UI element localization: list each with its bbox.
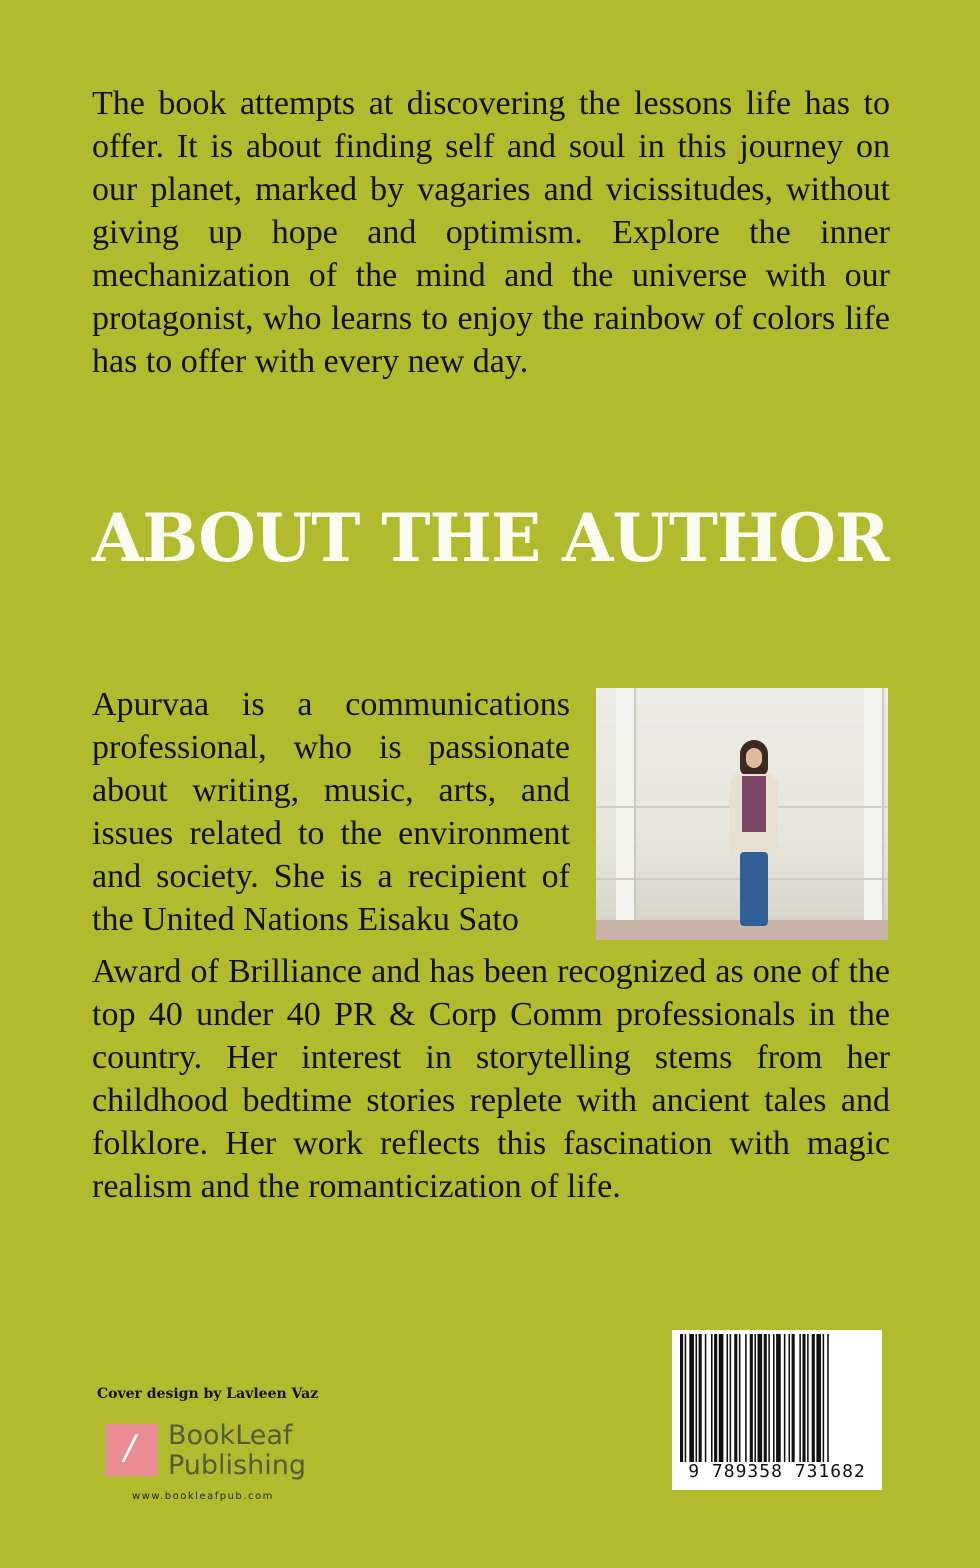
- barcode-bar: [730, 1334, 732, 1462]
- publisher-name-line-1: BookLeaf: [168, 1420, 293, 1451]
- barcode-bar: [685, 1334, 687, 1462]
- barcode-bar: [784, 1334, 786, 1462]
- barcode-bar: [739, 1334, 741, 1462]
- barcode-bar: [734, 1334, 737, 1462]
- book-blurb: The book attempts at discovering the lessons life has to offer. It is about finding self and soul in this journey on our planet, marked by vagaries and vicissitudes, without giving up hope and optimism. Explore the inner mechanization of the mind and the universe with our protagonist, who learns to enjoy the rainbow of colors life has to offer with every new day.: [92, 85, 890, 380]
- publisher-name: [168, 1421, 306, 1481]
- barcode-bar: [823, 1334, 825, 1462]
- author-bio-part-2: Award of Brilliance and has been recognized as one of the top 40 under 40 PR & Corp Comm professionals in the country. Her interest in storytelling stems from her childhood bedtime stories replete with ancient tales and folklore. Her work reflects this fascination with magic realism and the romanticization of life.: [92, 953, 890, 1205]
- about-author-heading: ABOUT THE AUTHOR: [92, 499, 889, 577]
- barcode-bar: [696, 1334, 698, 1462]
- barcode-bar: [792, 1334, 795, 1462]
- barcode-bar: [745, 1334, 747, 1462]
- barcode-bar: [776, 1334, 781, 1462]
- barcode-bar: [773, 1334, 775, 1462]
- publisher-website: www.bookleafpub.com: [132, 1491, 274, 1502]
- barcode-bar: [754, 1334, 756, 1462]
- barcode-bar: [680, 1334, 683, 1462]
- barcode-bar: [764, 1334, 767, 1462]
- figure-face: [746, 748, 762, 768]
- barcode-bar: [789, 1334, 791, 1462]
- barcode-bar: [750, 1334, 753, 1462]
- barcode-bar: [689, 1334, 694, 1462]
- barcode-bar: [816, 1334, 821, 1462]
- barcode-bars: [680, 1334, 874, 1462]
- barcode-bar: [807, 1334, 809, 1462]
- isbn-number: 9 789358 731682: [688, 1461, 866, 1482]
- barcode-bar: [802, 1334, 805, 1462]
- figure-jeans: [740, 852, 768, 926]
- isbn-barcode: [672, 1330, 882, 1490]
- author-photo: [596, 688, 888, 940]
- barcode-bar: [799, 1334, 801, 1462]
- barcode-bar: [727, 1334, 729, 1462]
- barcode-bar: [827, 1334, 829, 1462]
- figure-top: [742, 776, 766, 832]
- author-figure: [724, 740, 784, 932]
- publisher-logo: [106, 1420, 306, 1481]
- barcode-bar: [812, 1334, 815, 1462]
- barcode-bar: [758, 1334, 763, 1462]
- barcode-bar: [711, 1334, 713, 1462]
- photo-column: [864, 688, 884, 940]
- publisher-logo-mark: /: [106, 1424, 158, 1476]
- barcode-bar: [768, 1334, 770, 1462]
- barcode-bar: [705, 1334, 707, 1462]
- author-bio-part-1: Apurvaa is a communications professional, who is passionate about writing, music, arts, and issues related to the environment and society. She is a recipient of the United Nations Eisaku Sato: [92, 686, 570, 938]
- barcode-bar: [699, 1334, 702, 1462]
- barcode-bar: [714, 1334, 717, 1462]
- photo-column: [616, 688, 636, 940]
- publisher-name-line-2: Publishing: [168, 1450, 306, 1481]
- cover-design-credit: Cover design by Lavleen Vaz: [97, 1386, 319, 1402]
- barcode-bar: [719, 1334, 724, 1462]
